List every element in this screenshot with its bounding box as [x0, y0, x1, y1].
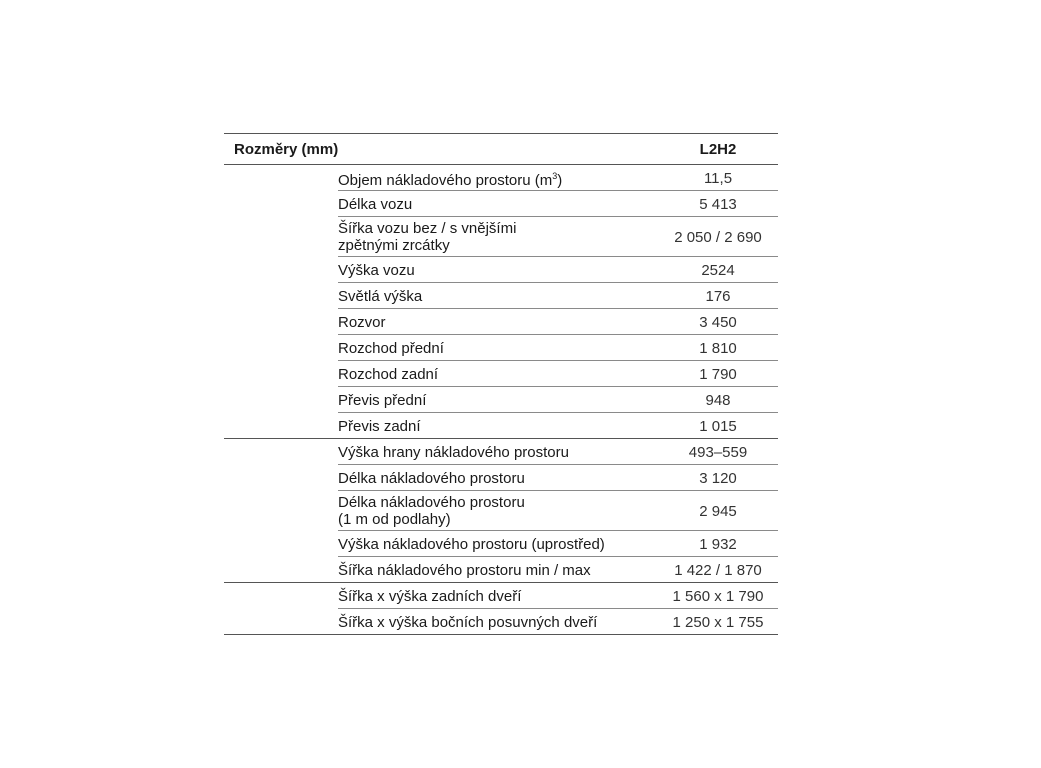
row-label: Délka nákladového prostoru (1 m od podlahy): [338, 494, 525, 528]
table-row: [224, 609, 778, 635]
row-label: Šířka vozu bez / s vnějšími zpětnými zrcátky: [338, 220, 517, 254]
row-label: Výška nákladového prostoru (uprostřed): [338, 535, 605, 553]
row-label: Délka nákladového prostoru: [338, 469, 525, 487]
row-value: 176: [705, 287, 731, 305]
row-value: 2 050 / 2 690: [674, 228, 762, 246]
table-row: [224, 439, 778, 465]
row-value: 5 413: [699, 195, 737, 213]
row-value: 3 120: [699, 469, 737, 487]
row-value: 1 810: [699, 339, 737, 357]
row-value: 2 945: [699, 502, 737, 520]
row-label: Objem nákladového prostoru $(m^3)$: [338, 170, 563, 189]
row-label: Šířka x výška bočních posuvných dveří: [338, 613, 598, 631]
row-value: 3 450: [699, 313, 737, 331]
table-row: [224, 283, 778, 309]
row-label: Šířka nákladového prostoru min / max: [338, 561, 591, 579]
row-value: 1 932: [699, 535, 737, 553]
row-value: 1 015: [699, 417, 737, 435]
table-row: [224, 413, 778, 439]
row-label: Světlá výška: [338, 287, 423, 305]
table-row: [224, 361, 778, 387]
row-value: 493–559: [688, 443, 748, 461]
table-row: [224, 557, 778, 583]
table-row: [224, 165, 778, 191]
table-header-label: Rozměry (mm): [234, 140, 339, 158]
dimensions-table: [224, 133, 778, 635]
row-label: Rozvor: [338, 313, 386, 331]
row-label: Výška vozu: [338, 261, 415, 279]
table-row: [224, 583, 778, 609]
table-row: [224, 465, 778, 491]
table-header-column: L2H2: [699, 140, 737, 158]
row-value: 1 250 x 1 755: [672, 613, 764, 631]
row-label: Rozchod přední: [338, 339, 444, 357]
row-value: 948: [705, 391, 731, 409]
table-row: [224, 491, 778, 531]
table-row: [224, 217, 778, 257]
table-header: [224, 133, 778, 165]
row-value: 1 560 x 1 790: [672, 587, 764, 605]
row-label: Převis přední: [338, 391, 427, 409]
row-value: 1 790: [699, 365, 737, 383]
table-row: [224, 531, 778, 557]
row-label: Výška hrany nákladového prostoru: [338, 443, 569, 461]
row-label: Rozchod zadní: [338, 365, 439, 383]
row-value: 1 422 / 1 870: [674, 561, 762, 579]
table-row: [224, 257, 778, 283]
table-row: [224, 309, 778, 335]
table-row: [224, 335, 778, 361]
table-row: [224, 191, 778, 217]
row-label: Převis zadní: [338, 417, 421, 435]
row-value: 11,5: [703, 169, 733, 187]
row-label: Šířka x výška zadních dveří: [338, 587, 522, 605]
table-row: [224, 387, 778, 413]
row-label: Délka vozu: [338, 195, 413, 213]
row-value: 2524: [701, 261, 735, 279]
